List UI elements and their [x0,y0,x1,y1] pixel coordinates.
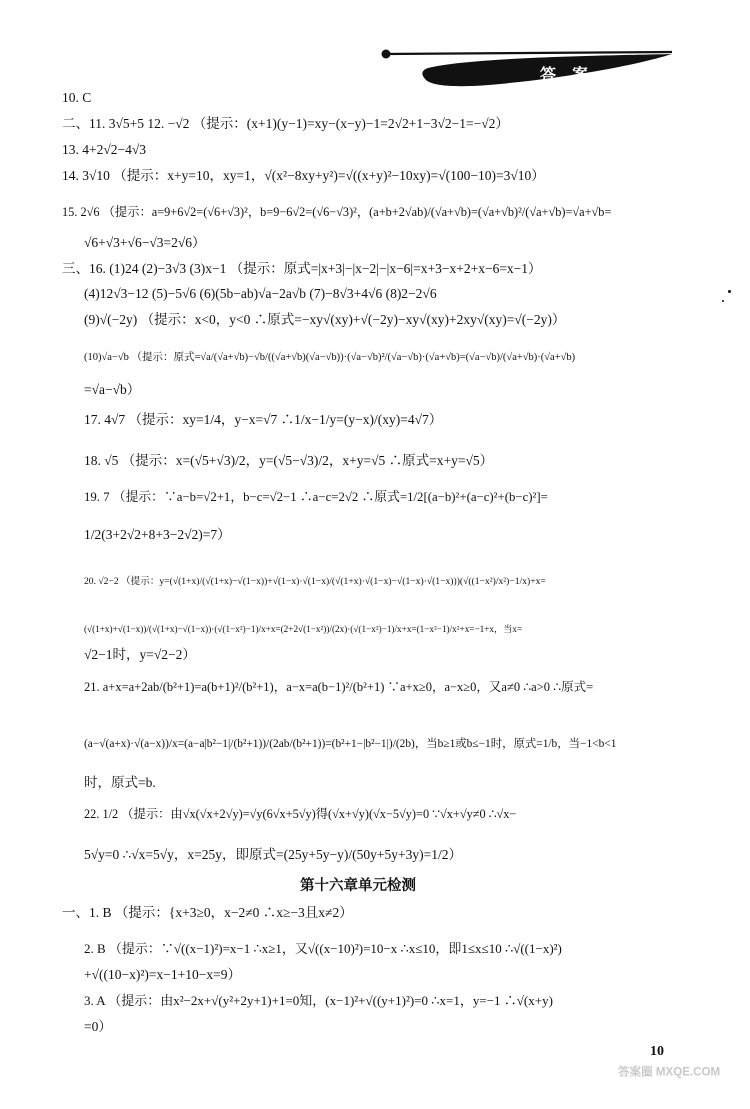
answer-line: 二、11. 3√5+5 12. −√2 （提示：(x+1)(y−1)=xy−(x−y)−1=2√2+1−3√2−1=−√2） [62,116,509,131]
answer-line: 17. 4√7 （提示：xy=1/4，y−x=√7 ∴1/x−1/y=(y−x)/(xy)=4√7） [84,412,443,427]
answer-line: 19. 7 （提示：∵a−b=√2+1，b−c=√2−1 ∴a−c=2√2 ∴原式=1/2[(a−b)²+(a−c)²+(b−c)²]= [84,490,548,504]
answer-line: =0） [84,1019,112,1034]
answer-line: 15. 2√6 （提示：a=9+6√2=(√6+√3)²，b=9−6√2=(√6−√3)²，(a+b+2√ab)/(√a+√b)=(√a+√b)²/(√a+√b)=√a+√b= [62,205,612,219]
answer-line: (a−√(a+x)·√(a−x))/x=(a−a|b²−1|/(b²+1))/(2ab/(b²+1))=(b²+1−|b²−1|)/(2b)，当b≥1或b≤−1时，原式=1/b，当−1<b<1 [84,738,617,750]
answer-line: 1/2(3+2√2+8+3−2√2)=7） [84,527,231,542]
answer-line: =√a−√b） [84,382,141,397]
page-number: 10 [650,1044,664,1059]
answer-line: 5√y=0 ∴√x=5√y，x=25y，即原式=(25y+5y−y)/(50y+5y+3y)=1/2） [84,847,462,862]
watermark: 答案圈 MXQE.COM [618,1065,721,1079]
answer-line: 14. 3√10 （提示：x+y=10，xy=1，√(x²−8xy+y²)=√((x+y)²−10xy)=√(100−10)=3√10） [62,168,545,183]
answer-line: 10. C [62,90,92,105]
answer-line: 13. 4+2√2−4√3 [62,142,147,157]
answer-line: 18. √5 （提示：x=(√5+√3)/2，y=(√5−√3)/2，x+y=√5 ∴原式=x+y=√5） [84,453,494,468]
answer-line: 三、16. (1)24 (2)−3√3 (3)x−1 （提示：原式=|x+3|−|x−2|−|x−6|=x+3−x+2+x−6=x−1） [62,261,542,276]
answer-line: 22. 1/2 （提示：由√x(√x+2√y)=√y(6√x+5√y)得(√x+√y)(√x−5√y)=0 ∵√x+√y≠0 ∴√x− [84,807,517,821]
section-heading: 第十六章单元检测 [300,878,416,894]
answer-line: 2. B （提示：∵√((x−1)²)=x−1 ∴x≥1，又√((x−10)²)=10−x ∴x≤10，即1≤x≤10 ∴√((1−x)²) [84,941,562,956]
answer-line: 20. √2−2 （提示：y=(√(1+x)/(√(1+x)−√(1−x))+√(1−x)·√(1−x)/(√(1+x)·√(1−x)−√(1−x)·√(1−x)))(√((1−x²)/x²)−1/x)+x= [84,576,546,587]
answer-line: √6+√3+√6−√3=2√6） [84,235,206,250]
answer-line: 时，原式=b. [84,775,156,790]
stray-mark [722,300,724,302]
answer-line: 一、1. B （提示：{x+3≥0，x−2≠0 ∴x≥−3且x≠2） [62,905,353,920]
answer-line: (10)√a−√b （提示：原式=√a/(√a+√b)−√b/((√a+√b)(√a−√b))·(√a−√b)²/(√a−√b)·(√a+√b)=(√a−√b)/(√a+√b)·(√a+√b) [84,352,576,363]
answer-line: 3. A （提示：由x²−2x+√(y²+2y+1)+1=0知，(x−1)²+√((y+1)²)=0 ∴x=1，y=−1 ∴√(x+y) [84,993,553,1008]
answer-line: 21. a+x=a+2ab/(b²+1)=a(b+1)²/(b²+1)，a−x=a(b−1)²/(b²+1) ∵a+x≥0，a−x≥0，又a≠0 ∴a>0 ∴原式= [84,680,594,694]
answer-line: (4)12√3−12 (5)−5√6 (6)(5b−ab)√a−2a√b (7)−8√3+4√6 (8)2−2√6 [84,286,437,301]
stray-mark [728,290,731,293]
answer-line: (√(1+x)+√(1−x))/(√(1+x)−√(1−x))·(√(1−x²)−1)/x+x=(2+2√(1−x²))/(2x)·(√(1−x²)−1)/x+x=(1−x²−1)/x²+x=−1+x，当x= [84,624,523,634]
answer-line: √2−1时，y=√2−2） [84,647,196,662]
answer-line: (9)√(−2y) （提示：x<0，y<0 ∴原式=−xy√(xy)+√(−2y)−xy√(xy)+2xy√(xy)=√(−2y)） [84,312,566,327]
header-title: 答 案 [540,67,595,84]
header-brush-decoration [380,40,680,90]
answer-line: +√((10−x)²)=x−1+10−x=9） [84,967,241,982]
